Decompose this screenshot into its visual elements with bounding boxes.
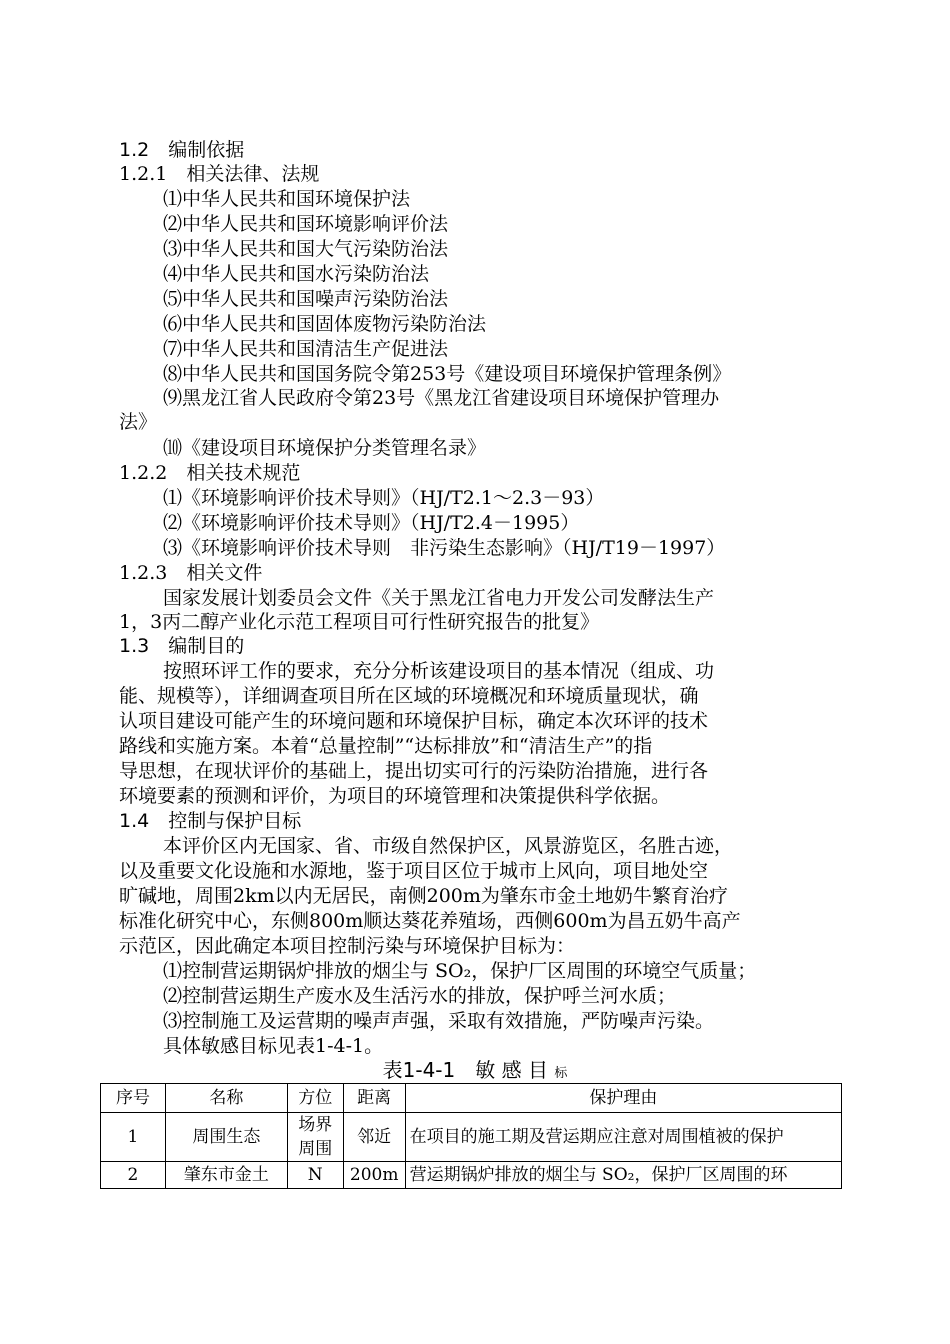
target-text: 标准化研究中心，东侧800m顺达葵花养殖场，西侧600m为昌五奶牛高产 (119, 910, 741, 932)
purpose-text: 按照环评工作的要求，充分分析该建设项目的基本情况（组成、功 (163, 660, 715, 682)
purpose-text: 能、规模等），详细调查项目所在区域的环境概况和环境质量现状，确 (119, 685, 699, 707)
table-header-cell: 保护理由 (405, 1084, 841, 1113)
law-item: ⑼黑龙江省人民政府令第23号《黑龙江省建设项目环境保护管理办 (163, 387, 720, 409)
law-item: ⑷中华人民共和国水污染防治法 (163, 263, 430, 285)
table-row (101, 1113, 842, 1162)
table-cell: 1 (101, 1113, 166, 1162)
law-item: ⑸中华人民共和国噪声污染防治法 (163, 288, 449, 310)
target-item: ⑴控制营运期锅炉排放的烟尘与 SO₂，保护厂区周围的环境空气质量； (163, 960, 757, 982)
purpose-text: 路线和实施方案。本着“总量控制”“达标排放”和“清洁生产”的指 (119, 735, 653, 757)
purpose-text: 认项目建设可能产生的环境问题和环境保护目标，确定本次环评的技术 (119, 710, 709, 732)
spec-item: ⑴《环境影响评价技术导则》（HJ/T2.1～2.3－93） (163, 487, 605, 509)
target-text: 本评价区内无国家、省、市级自然保护区，风景游览区，名胜古迹， (163, 835, 734, 857)
table-cell: 在项目的施工期及营运期应注意对周围植被的保护 (405, 1113, 841, 1162)
spec-item: ⑵《环境影响评价技术导则》（HJ/T2.4－1995） (163, 512, 580, 534)
target-ref: 具体敏感目标见表1-4-1。 (163, 1035, 384, 1057)
law-item: ⑴中华人民共和国环境保护法 (163, 188, 411, 210)
law-item: ⑺中华人民共和国清洁生产促进法 (163, 338, 449, 360)
table-cell: 邻近 (343, 1113, 405, 1162)
target-text: 示范区，因此确定本项目控制污染与环境保护目标为： (119, 935, 576, 957)
sensitive-targets-table (100, 1083, 842, 1189)
heading-1-4: 1.4 控制与保护目标 (119, 810, 302, 832)
file-text: 国家发展计划委员会文件《关于黑龙江省电力开发公司发酵法生产 (163, 587, 715, 609)
heading-1-3: 1.3 编制目的 (119, 635, 245, 657)
target-text: 旷碱地，周围2km以内无居民，南侧200m为肇东市金土地奶牛繁育治疗 (119, 885, 728, 907)
law-item-continuation: 法》 (119, 411, 158, 433)
spec-item: ⑶《环境影响评价技术导则 非污染生态影响》（HJ/T19－1997） (163, 537, 726, 559)
heading-1-2-1: 1.2.1 相关法律、法规 (119, 163, 320, 185)
law-item: ⑻中华人民共和国国务院令第253号《建设项目环境保护管理条例》 (163, 363, 732, 385)
target-item: ⑶控制施工及运营期的噪声声强，采取有效措施，严防噪声污染。 (163, 1010, 715, 1032)
heading-1-2-3: 1.2.3 相关文件 (119, 562, 263, 584)
purpose-text: 环境要素的预测和评价，为项目的环境管理和决策提供科学依据。 (119, 785, 671, 807)
table-cell: 营运期锅炉排放的烟尘与 SO₂，保护厂区周围的环 (405, 1162, 841, 1189)
law-item: ⑽《建设项目环境保护分类管理名录》 (163, 437, 487, 459)
heading-1-2: 1.2 编制依据 (119, 139, 245, 161)
table-header-cell: 名称 (165, 1084, 287, 1113)
target-text: 以及重要文化设施和水源地，鉴于项目区位于城市上风向，项目地处空 (119, 860, 709, 882)
table-cell: 200m (343, 1162, 405, 1189)
table-header-cell: 方位 (287, 1084, 343, 1113)
table-row (101, 1162, 842, 1189)
law-item: ⑵中华人民共和国环境影响评价法 (163, 213, 449, 235)
law-item: ⑶中华人民共和国大气污染防治法 (163, 238, 449, 260)
table-cell: N (287, 1162, 343, 1189)
table-cell: 场界周围 (287, 1113, 343, 1162)
table-cell: 周围生态 (165, 1113, 287, 1162)
table-caption-main: 表1-4-1 敏 感 目 (382, 1058, 548, 1082)
table-caption (0, 1058, 950, 1086)
target-item: ⑵控制营运期生产废水及生活污水的排放，保护呼兰河水质； (163, 985, 677, 1007)
table-header-row (101, 1084, 842, 1113)
file-text: 1，3丙二醇产业化示范工程项目可行性研究报告的批复》 (119, 611, 600, 633)
table-header-cell: 序号 (101, 1084, 166, 1113)
table-cell: 2 (101, 1162, 166, 1189)
table-header-cell: 距离 (343, 1084, 405, 1113)
purpose-text: 导思想，在现状评价的基础上，提出切实可行的污染防治措施，进行各 (119, 760, 709, 782)
table-cell: 肇东市金土 (165, 1162, 287, 1189)
law-item: ⑹中华人民共和国固体废物污染防治法 (163, 313, 487, 335)
table-caption-tail: 标 (554, 1066, 568, 1081)
heading-1-2-2: 1.2.2 相关技术规范 (119, 462, 301, 484)
